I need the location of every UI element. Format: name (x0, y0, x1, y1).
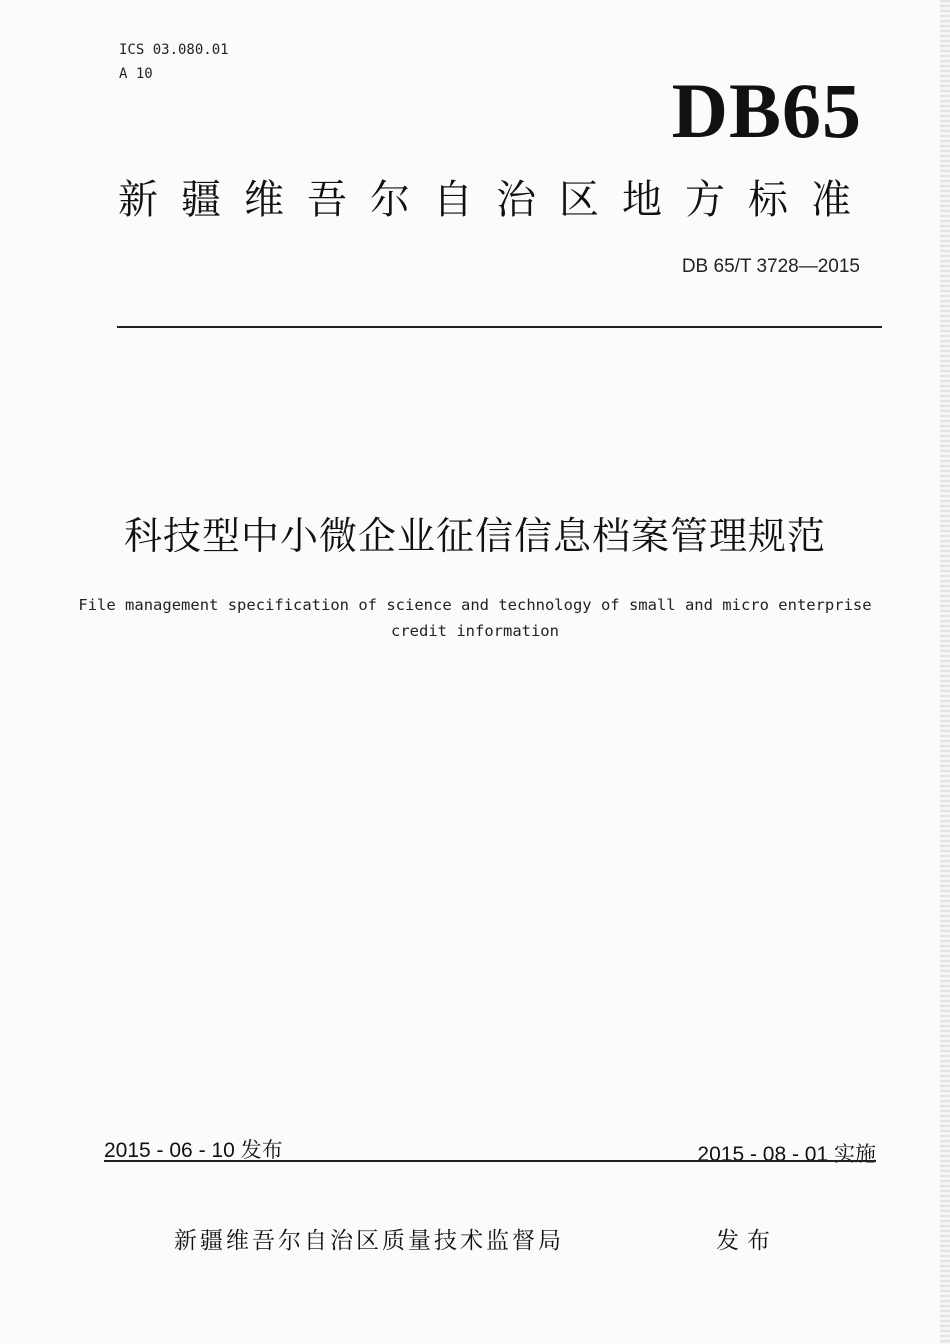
header-divider (117, 326, 882, 328)
english-title-line-2: credit information (391, 622, 559, 640)
issue-date: 2015 - 06 - 10 发布 (104, 1139, 283, 1162)
ics-code: ICS 03.080.01 (119, 42, 229, 58)
category-code: A 10 (119, 66, 153, 82)
footer-divider (104, 1160, 876, 1162)
english-title-line-1: File management specification of science and technology of small and micro enterprise (78, 596, 872, 614)
implementation-date: 2015 - 08 - 01 实施 (697, 1143, 876, 1166)
standard-type-heading: 新疆维吾尔自治区地方标准 (118, 177, 874, 223)
scan-edge (940, 0, 950, 1344)
publish-label: 发布 (716, 1228, 778, 1254)
issuing-authority: 新疆维吾尔自治区质量技术监督局 (174, 1228, 564, 1254)
classification-block (119, 38, 229, 86)
standard-code-mark: DB65 (671, 67, 862, 154)
standard-number: DB 65/T 3728—2015 (681, 256, 860, 277)
document-title-english (60, 592, 890, 644)
document-title-chinese: 科技型中小微企业征信信息档案管理规范 (123, 514, 826, 558)
